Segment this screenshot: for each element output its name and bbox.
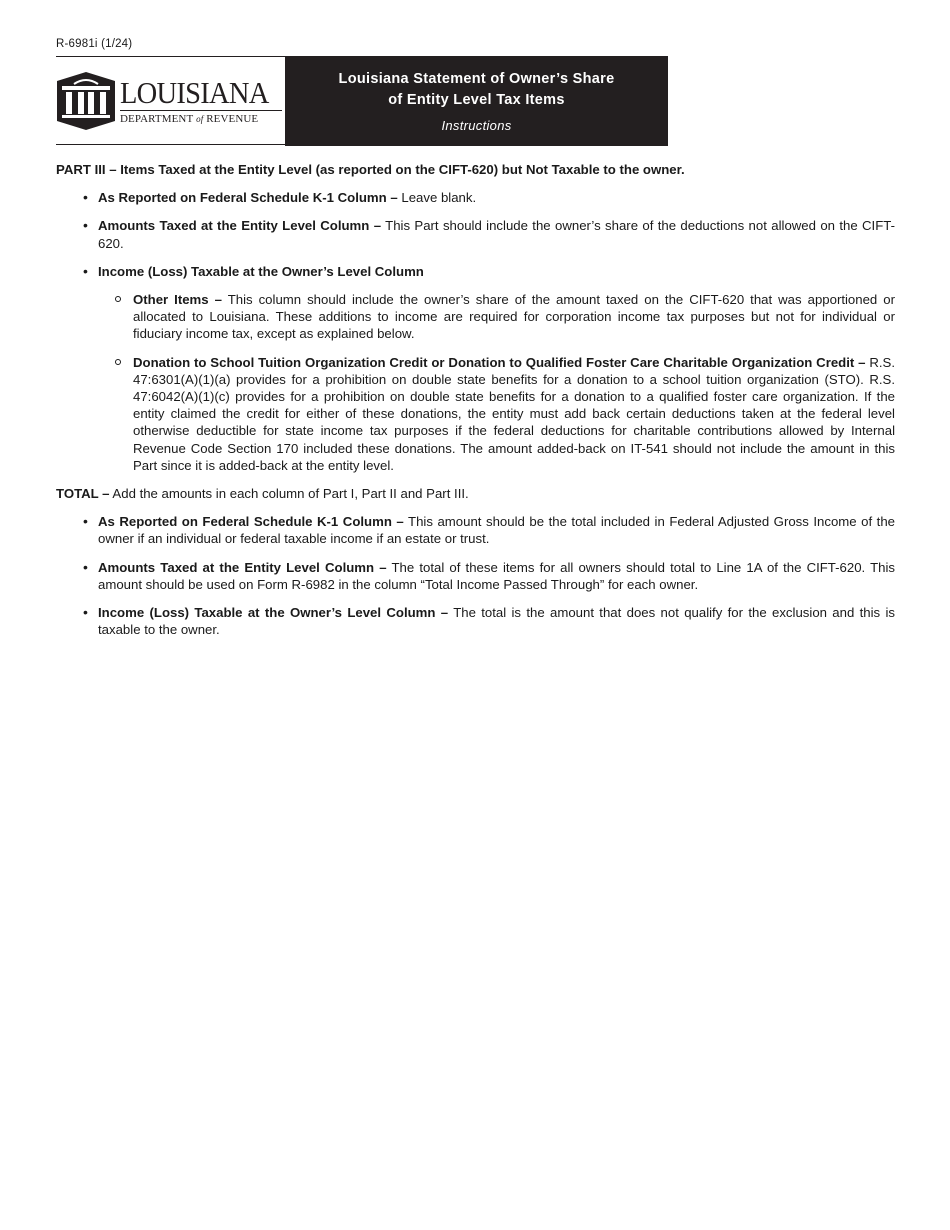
part3-heading: PART III – Items Taxed at the Entity Level (as reported on the CIFT-620) but Not Taxable to the owner. bbox=[56, 162, 685, 177]
total-heading: TOTAL – Add the amounts in each column of Part I, Part II and Part III. bbox=[56, 486, 469, 502]
list-item: Other Items – This column should include the owner’s share of the amount taxed on the CIFT-620 that was apportioned or allocated to Louisiana. These additions to income are required for corporation income tax purposes but not for individual or fiduciary income tax, except as explained below. bbox=[98, 291, 895, 343]
form-subtitle: Instructions bbox=[441, 118, 512, 133]
form-title-box bbox=[285, 56, 668, 146]
form-id: R-6981i (1/24) bbox=[56, 38, 133, 50]
list-item: • Income (Loss) Taxable at the Owner’s Level Column – The total is the amount that does not qualify for the exclusion and this is taxable to the owner. bbox=[56, 604, 895, 638]
logo-wordmark: LOUISIANA bbox=[120, 74, 269, 110]
form-title-line-2: of Entity Level Tax Items bbox=[388, 92, 565, 108]
list-item: • Income (Loss) Taxable at the Owner’s Level Column Other Items – This column should include the owner’s share of the amount taxed on the CIFT-620 that was apportioned or allocated to Louisiana. These additions to income are required for corporation income tax purposes but not for individual or fiduciary income tax, except as explained below. Donation to School Tuition Organization Credit or Donation to Qualified Foster Care Charitable Organization Credit – R.S. 47:6301(A)(1)(a) provides for a prohibition on double state benefits for a donation to a school tuition organization (STO). R.S. 47:6042(A)(1)(c) provides for a prohibition on double state benefits for a donation to a qualified foster care organization. If the entity claimed the credit for either of these donations, the entity must add back certain deductions taken at the federal level otherwise deductible for state income tax purposes if the federal deductions for charitable contributions allowed by Internal Revenue Code Section 170 included these donations. The amount added-back on IT-541 should not include the amount in this Part since it is added-back at the entity level. bbox=[56, 263, 895, 474]
page-header bbox=[56, 56, 668, 146]
department-logo bbox=[56, 56, 285, 145]
form-title-line-1: Louisiana Statement of Owner’s Share bbox=[338, 71, 615, 87]
louisiana-seal-icon bbox=[56, 71, 116, 131]
list-item: • Amounts Taxed at the Entity Level Column – The total of these items for all owners should total to Line 1A of the CIFT-620. This amount should be used on Form R-6982 in the column “Total Income Passed Through” for each owner. bbox=[56, 559, 895, 593]
total-list bbox=[56, 513, 895, 638]
instructions-body bbox=[56, 161, 895, 649]
part3-sub-list bbox=[98, 291, 895, 474]
logo-subtitle: DEPARTMENT of REVENUE bbox=[120, 110, 282, 125]
part3-list bbox=[56, 189, 895, 474]
list-item: Donation to School Tuition Organization Credit or Donation to Qualified Foster Care Charitable Organization Credit – R.S. 47:6301(A)(1)(a) provides for a prohibition on double state benefits for a donation to a school tuition organization (STO). R.S. 47:6042(A)(1)(c) provides for a prohibition on double state benefits for a donation to a qualified foster care organization. If the entity claimed the credit for either of these donations, the entity must add back certain deductions taken at the federal level otherwise deductible for state income tax purposes if the federal deductions for charitable contributions allowed by Internal Revenue Code Section 170 included these donations. The amount added-back on IT-541 should not include the amount in this Part since it is added-back at the entity level. bbox=[98, 354, 895, 474]
list-item: • As Reported on Federal Schedule K-1 Column – This amount should be the total included in Federal Adjusted Gross Income of the owner if an individual or federal taxable income if an estate or trust. bbox=[56, 513, 895, 547]
list-item: • Amounts Taxed at the Entity Level Column – This Part should include the owner’s share of the deductions not allowed on the CIFT-620. bbox=[56, 217, 895, 251]
list-item: • As Reported on Federal Schedule K-1 Column – Leave blank. bbox=[56, 189, 895, 206]
